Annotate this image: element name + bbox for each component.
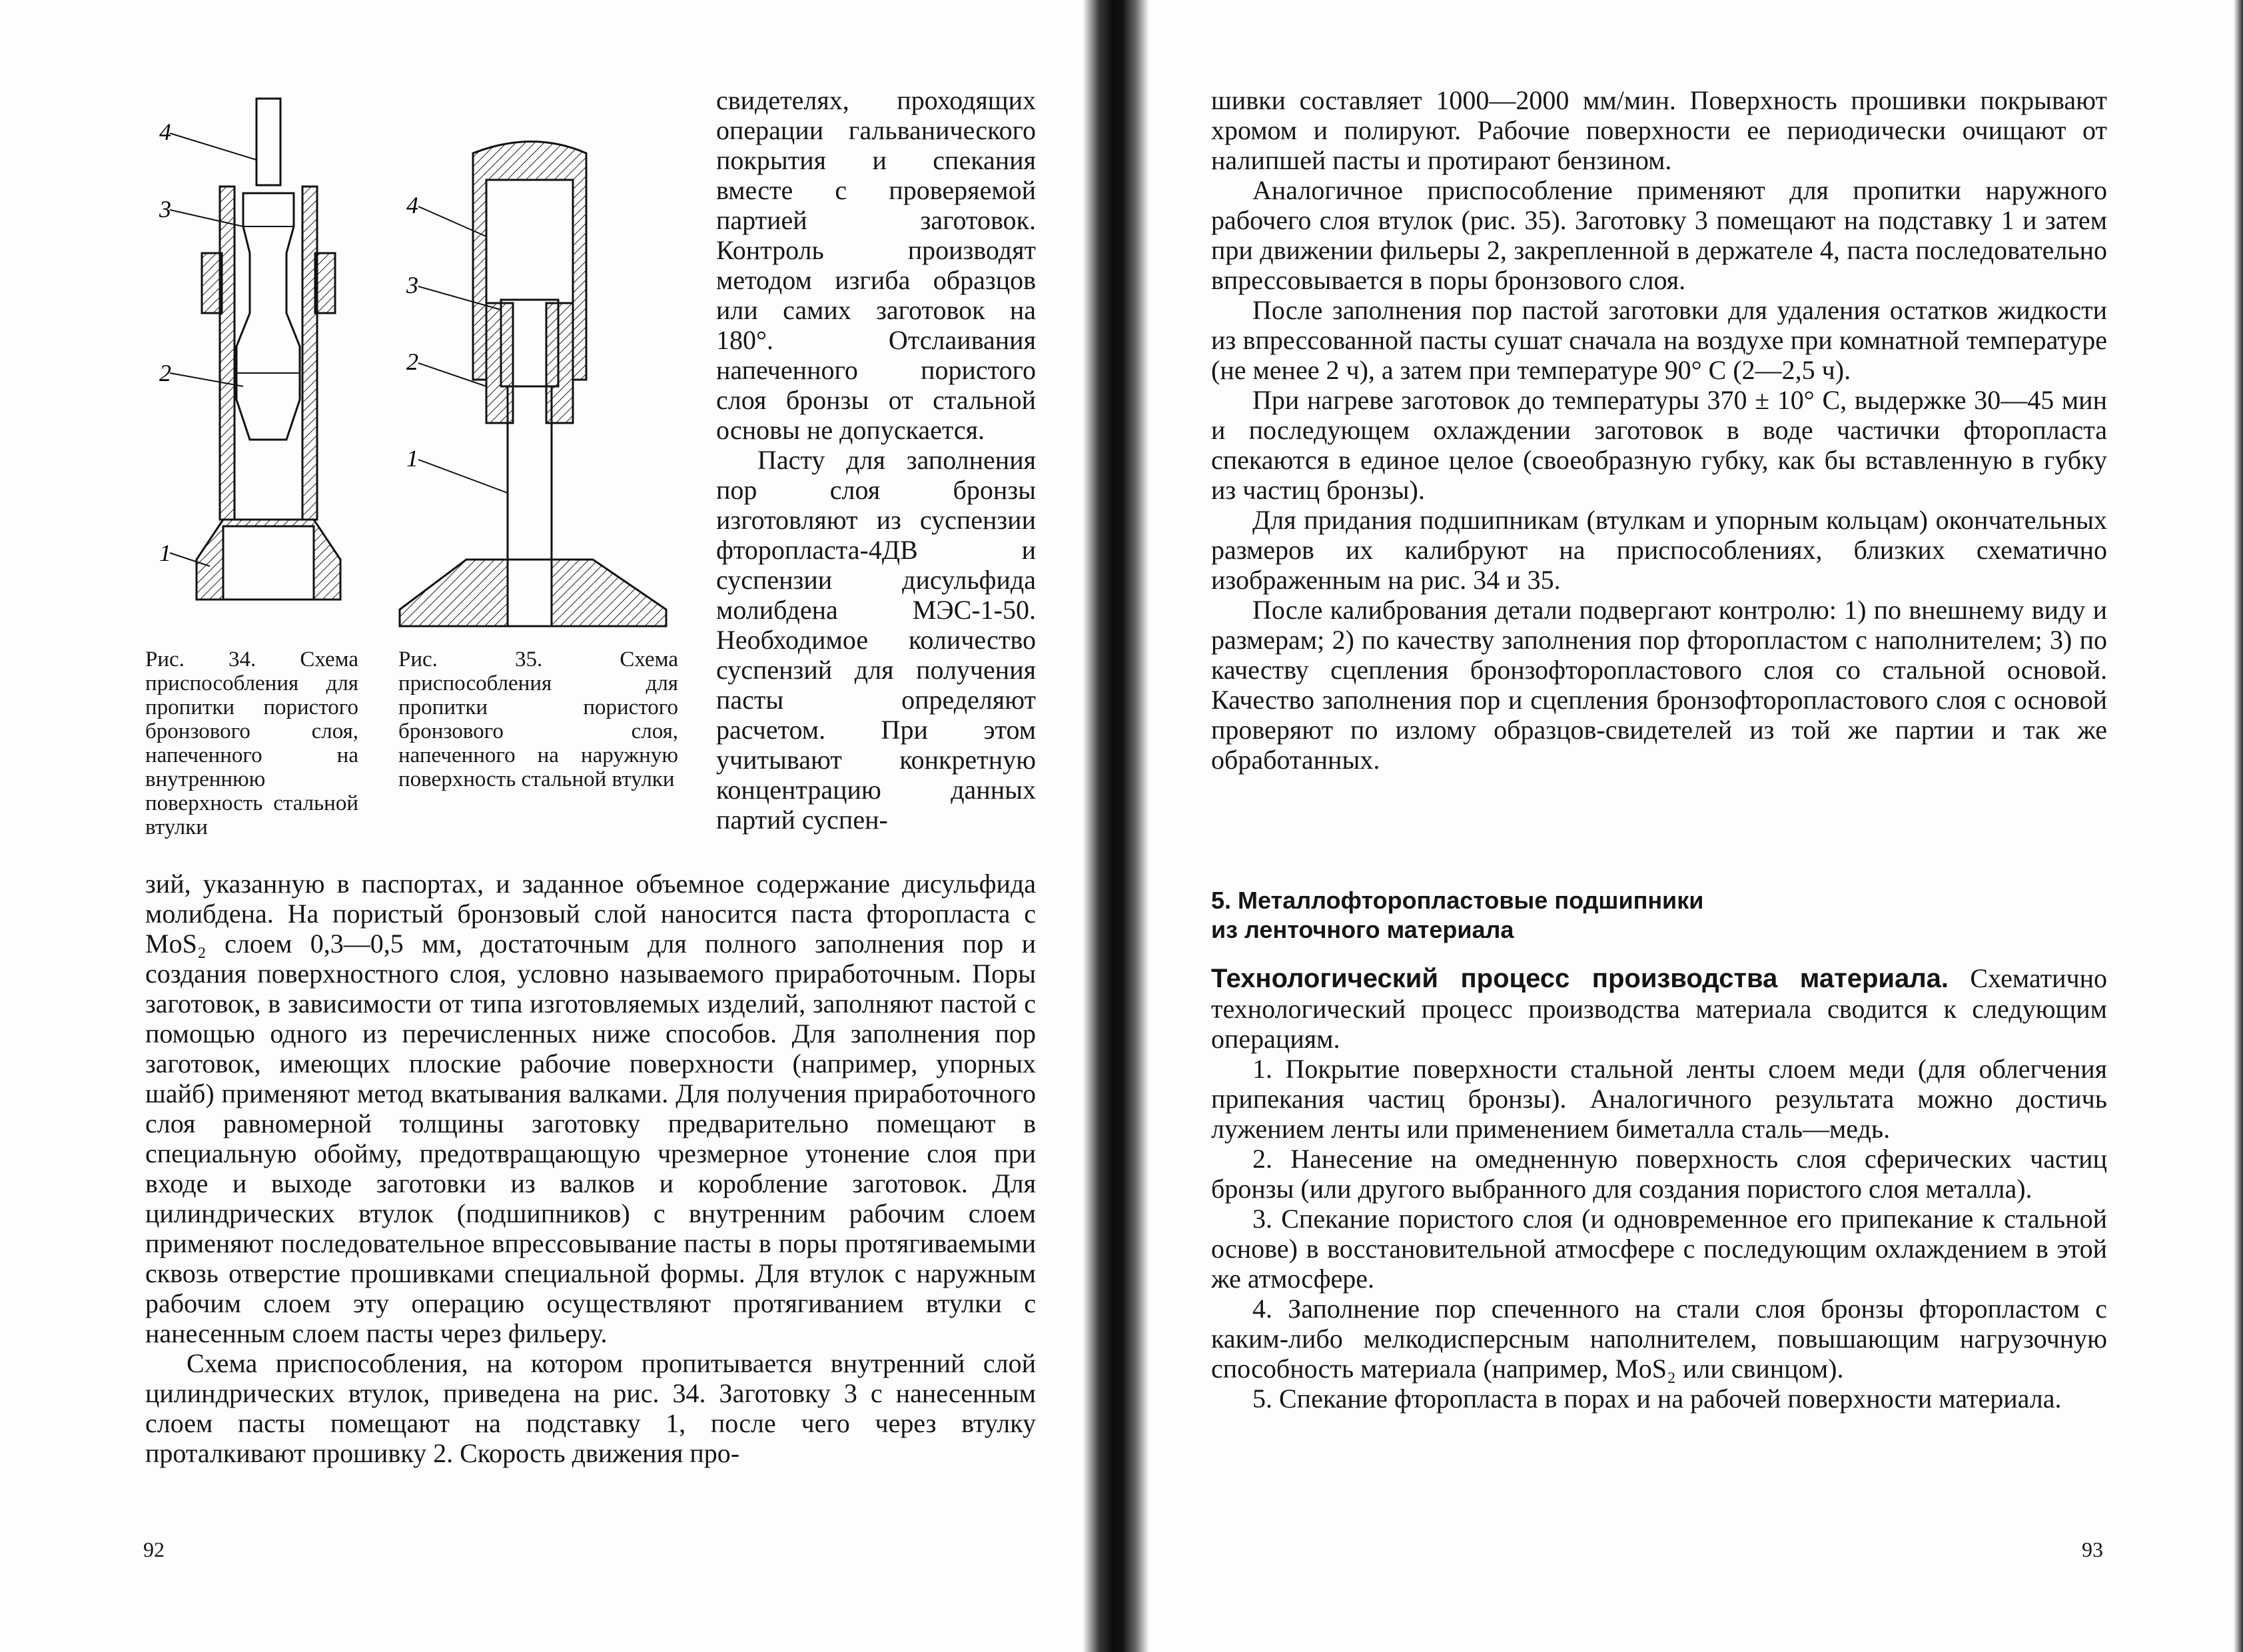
section-heading [1211,886,2107,945]
paragraph: Схема приспособления, на котором пропитывается внутренний слой цилиндрических втулок, приведена на рис. 34. Заготовку 3 с нанесенным слоем пасты помещают на подставку 1, после чего через втулку проталкивают прошивку 2. Скорость движения про- [145,1348,1036,1468]
figure-34 [150,93,376,639]
paragraph: зий, указанную в паспортах, и заданное объемное содержание дисульфида молибдена. На пористый бронзовый слой наносится паста фторопласта с MoS₂ слоем 0,3—0,5 мм, достаточным для полного заполнения пор и создания поверхностного слоя, условно называемого приработочным. Поры заготовок, в зависимости от типа изготовляемых изделий, заполняют пастой с помощью одного из перечисленных ниже способов. Для заполнения пор заготовок, имеющих плоские рабочие поверхности (например, упорных шайб) применяют метод вкатывания валками. Для получения приработочного слоя равномерной толщины заготовку предварительно помещают в специальную обойму, предотвращающую чрезмерное утонение слоя при входе и выходе заготовки из валков и коробление заготовок. Для цилиндрических втулок (подшипников) с внутренним рабочим слоем применяют последовательное впрессовывание пасты в поры протягиваемыми сквозь отверстие прошивками специальной формы. Для втулок с наружным рабочим слоем эту операцию осуществляют протягиванием втулки с нанесенным слоем пасты через фильеру. [145,869,1036,1348]
paragraph: Для придания подшипникам (втулкам и упорным кольцам) окончательных размеров их калибруют на приспособлениях, близких схематично изображенным на рис. 34 и 35. [1211,505,2107,595]
fig34-callout-2: 2 [159,360,171,386]
narrow-text-column [716,85,1036,835]
book-gutter [1083,0,1149,1652]
step-4: 4. Заполнение пор спеченного на стали слоя бронзы фторопластом с каким-либо мелкодисперсным наполнителем, повышающим нагрузочную способность материала (например, MoS₂ или свинцом). [1211,1294,2107,1384]
fig35-callout-1: 1 [406,445,418,472]
fig34-callout-3: 3 [159,196,171,222]
fig34-callout-1: 1 [159,540,171,566]
paragraph: После калибрования детали подвергают контролю: 1) по внешнему виду и размерам; 2) по качеству заполнения пор фторопластом с наполнителем; 3) по качеству сцепления бронзофторопластового слоя со стальной основой. Качество заполнения пор и сцепления бронзофторопластового слоя с основой проверяют по излому образцов-свидетелей из той же партии и так же обработанных. [1211,595,2107,775]
step-5: 5. Спекание фторопласта в порах и на рабочей поверхности материала. [1252,1384,2062,1414]
fig35-callout-3: 3 [406,272,418,298]
heading-line: из ленточного материала [1211,916,1514,943]
paragraph: Пасту для заполнения пор слоя бронзы изготовляют из суспензии фторопласта-4ДВ и суспензии дисульфида молибдена МЭС-1-50. Необходимое количество суспензий для получения пасты определяют расчетом. При этом учитывают конкретную концентрацию данных партий суспен- [716,445,1036,835]
step-2: 2. Нанесение на омедненную поверхность слоя сферических частиц бронзы (или другого выбранного для создания пористого слоя металла). [1211,1144,2107,1204]
left-body-text [145,869,1036,1468]
left-page [0,0,1093,1652]
figure-35-caption: Рис. 35. Схема приспособления для пропитки пористого бронзового слоя, напеченного на наружную поверхность стальной втулки [398,647,678,791]
paragraph: Аналогичное приспособление применяют для пропитки наружного рабочего слоя втулок (рис. 35). Заготовку 3 помещают на подставку 1 и затем при движении фильеры 2, закрепленной в держателе 4, паста последовательно впрессовывается в поры бронзового слоя. [1211,175,2107,295]
process-intro [1211,963,2107,1054]
page-number-left: 92 [143,1537,165,1561]
step-3: 3. Спекание пористого слоя (и одновременное его припекание к стальной основе) в восстановительной атмосфере с последующим охлаждением в этой же атмосфере. [1211,1204,2107,1294]
figure-35 [393,133,699,639]
fig35-callout-2: 2 [406,348,418,375]
page-number-right: 93 [2082,1537,2103,1561]
heading-line: 5. Металлофторопластовые подшипники [1211,887,1704,914]
paragraph: шивки составляет 1000—2000 мм/мин. Поверхность прошивки покрывают хромом и полируют. Рабочие поверхности ее периодически очищают от налипшей пасты и протирают бензином. [1211,85,2107,175]
paragraph: После заполнения пор пастой заготовки для удаления остатков жидкости из впрессованной пасты сушат сначала на воздухе при комнатной температуре (не менее 2 ч), а затем при температуре 90° С (2—2,5 ч). [1211,295,2107,385]
right-body-text [1211,85,2107,775]
process-steps [1211,963,2107,1414]
fig34-callout-4: 4 [159,119,171,145]
page-edge [2234,0,2243,1652]
runin-title: Технологический процесс производства материала. [1211,964,1949,993]
fig35-callout-4: 4 [406,192,418,218]
paragraph: При нагреве заготовок до температуры 370 ± 10° С, выдержке 30—45 мин и последующем охлаждении заготовок в воде частички фторопласта спекаются в единое целое (своеобразную губку, как бы вставленную в губку из частиц бронзы). [1211,385,2107,505]
paragraph: свидетелях, проходящих операции гальванического покрытия и спекания вместе с проверяемой партией заготовок. Контроль производят методом изгиба образцов или самих заготовок на 180°. Отслаивания напеченного пористого слоя бронзы от стальной основы не допускается. [716,85,1036,445]
intro-text: Схематично технологический процесс производства материала сводится к следующим операциям. [1211,963,2107,1054]
step-1: 1. Покрытие поверхности стальной ленты слоем меди (для облегчения припекания частиц бронзы). Аналогичного результата можно достичь лужением ленты или применением биметалла сталь—медь. [1211,1054,2107,1144]
figure-34-caption: Рис. 34. Схема приспособления для пропитки пористого бронзового слоя, напеченного на внутреннюю поверхность стальной втулки [145,647,358,839]
